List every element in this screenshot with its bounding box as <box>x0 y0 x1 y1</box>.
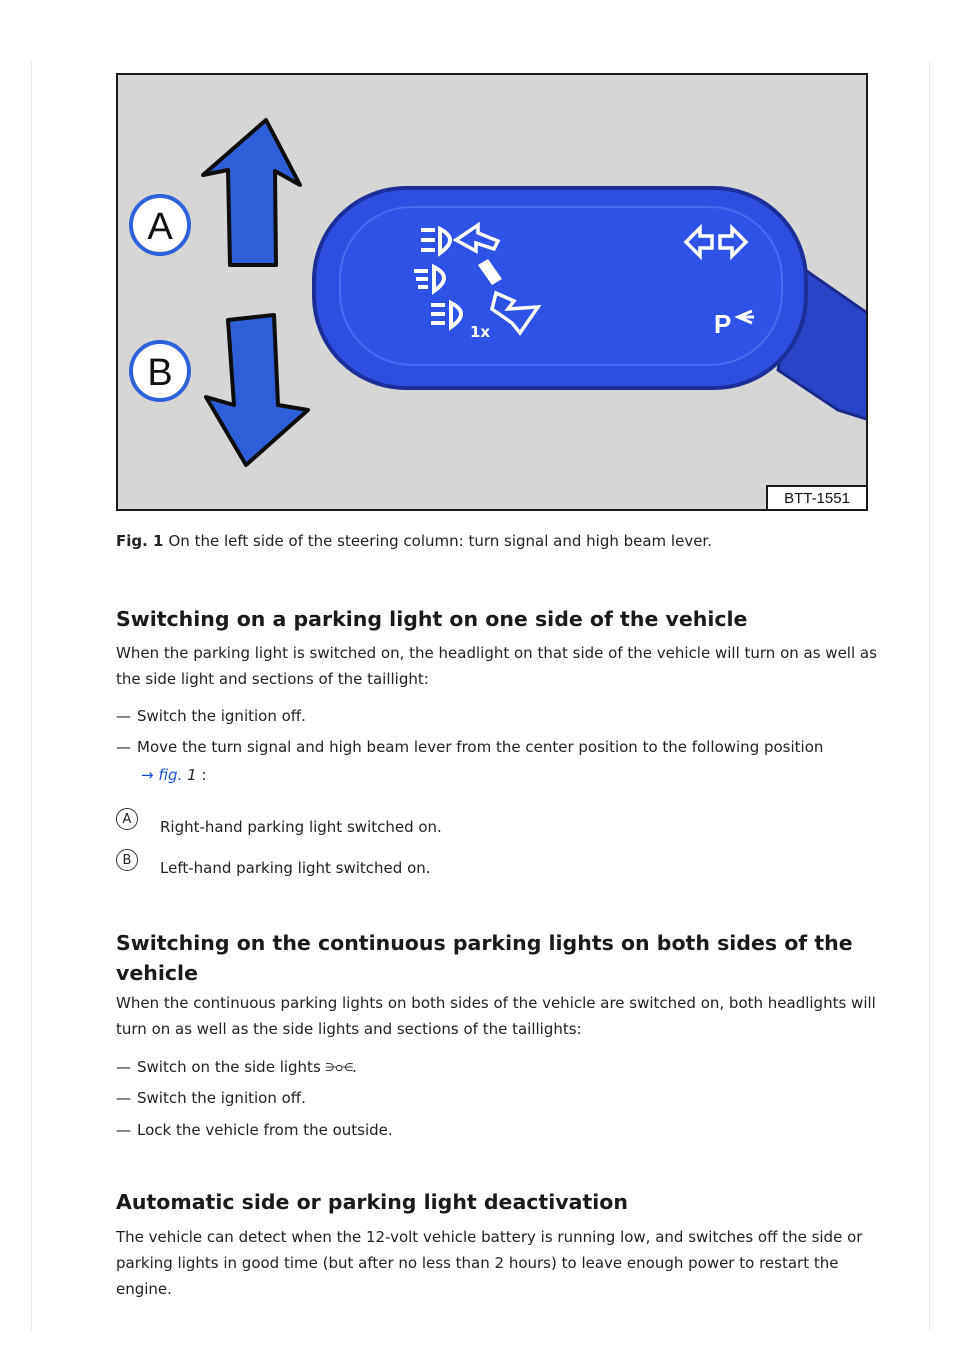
figure-turn-signal-lever <box>116 73 868 511</box>
section2-step-2: — Switch the ignition off. <box>116 1089 306 1107</box>
caption-text: On the left side of the steering column: turn signal and high beam lever. <box>168 532 712 550</box>
arrow-up-a <box>203 120 300 265</box>
section3-body: The vehicle can detect when the 12-volt vehicle battery is running low, and switches off the side or parking lights in good time (but after no less than 2 hours) to leave enough power to restart the engine. <box>116 1228 863 1298</box>
side-light-icon: ⋺ᴑ⋲ <box>325 1061 353 1074</box>
parking-light-icon: P <box>714 309 732 339</box>
lever-face <box>340 207 782 365</box>
badge-a: A <box>116 808 138 830</box>
section-heading-both-sides: Switching on the continuous parking lights on both sides of the vehicle <box>116 931 853 985</box>
xref-arrow-icon: → <box>141 766 154 784</box>
figure-caption <box>116 532 712 550</box>
page-margin-right <box>929 62 930 1330</box>
caption-label: Fig. 1 <box>116 532 164 550</box>
section2-step-3: — Lock the vehicle from the outside. <box>116 1121 393 1139</box>
section1-step-1: — Switch the ignition off. <box>116 707 306 725</box>
page-margin-left <box>31 62 32 1330</box>
section1-step-2: — Move the turn signal and high beam lever from the center position to the following position <box>116 738 824 756</box>
list-item-b: B Left-hand parking light switched on. <box>116 855 431 881</box>
section1-intro: When the parking light is switched on, the headlight on that side of the vehicle will turn on as well as the side light and sections of the taillight: <box>116 644 877 688</box>
arrow-down-b <box>206 315 308 465</box>
callout-a-label: A <box>147 206 173 248</box>
list-item-a: A Right-hand parking light switched on. <box>116 814 442 840</box>
section2-intro: When the continuous parking lights on both sides of the vehicle are switched on, both headlights will turn on as well as the side lights and sections of the taillights: <box>116 994 876 1038</box>
section2-step-1: — Switch on the side lights ⋺ᴑ⋲. <box>116 1054 357 1081</box>
callout-b-label: B <box>147 352 173 394</box>
section-heading-deactivation: Automatic side or parking light deactivation <box>116 1190 628 1214</box>
section-heading-one-side: Switching on a parking light on one side of the vehicle <box>116 607 748 631</box>
lever-illustration <box>118 75 868 511</box>
xref-link[interactable]: fig. <box>158 766 183 784</box>
figure-code: BTT-1551 <box>766 485 868 511</box>
lever-subscript: 1x <box>470 323 491 341</box>
badge-b: B <box>116 849 138 871</box>
figure-reference[interactable]: → fig. 1 : <box>141 766 207 784</box>
